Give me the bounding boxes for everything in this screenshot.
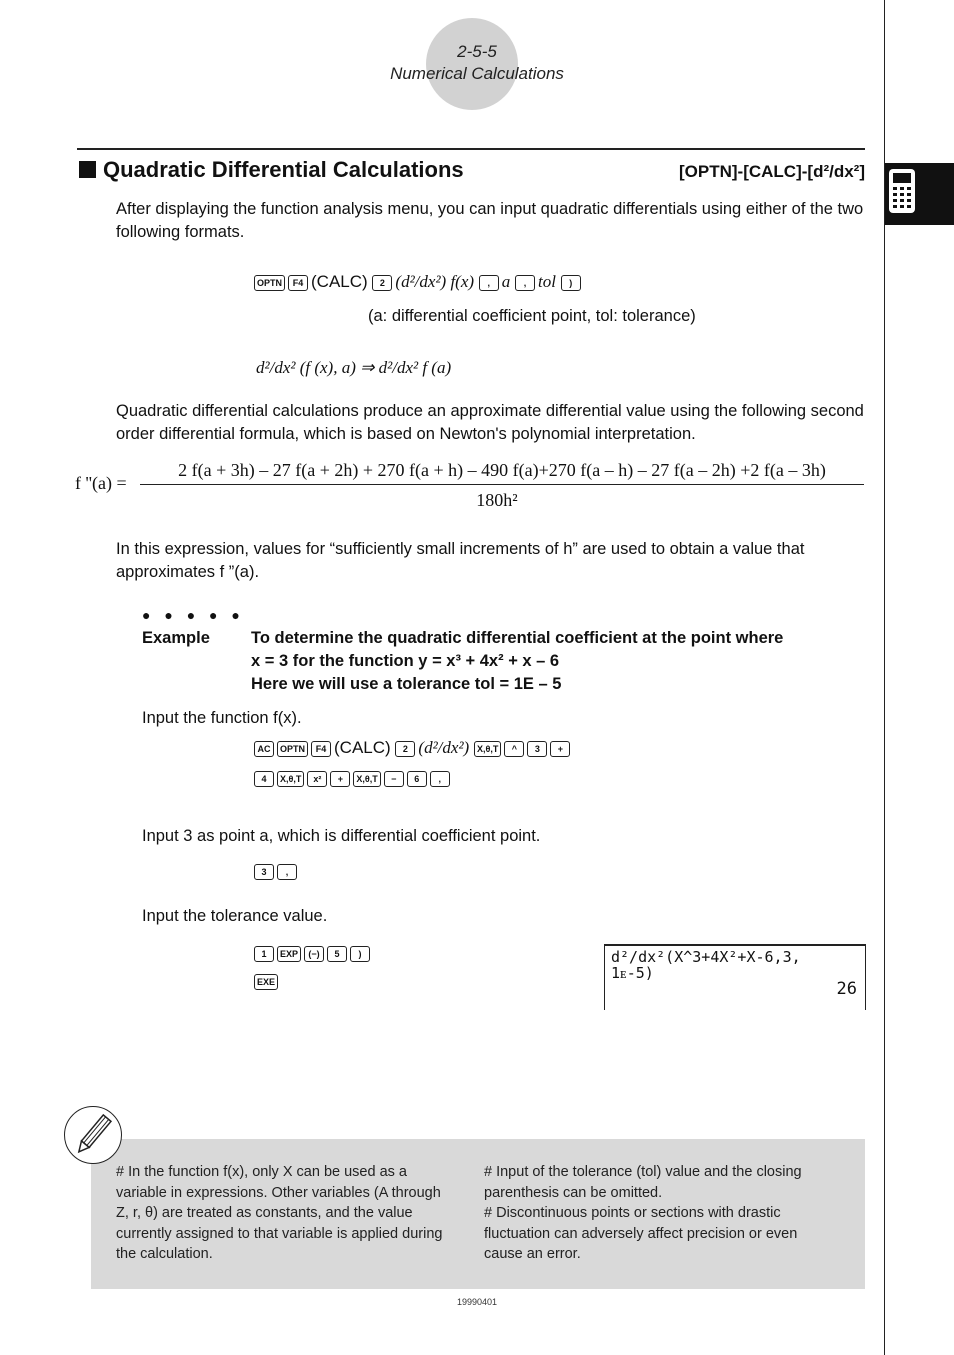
key-6: 6: [407, 771, 427, 787]
key-3: 3: [254, 864, 274, 880]
note-right-1: # Input of the tolerance (tol) value and the closing parenthesis can be omitted.: [484, 1164, 802, 1201]
syntax-legend: (a: differential coefficient point, tol: tolerance): [368, 307, 696, 325]
page-number: 2-5-5: [457, 42, 497, 61]
chapter-tab: [885, 163, 954, 225]
explanation-text: In this expression, values for “sufficiently small increments of h” are used to obtain a value that approximates f ”(a).: [116, 540, 805, 581]
step-3-text: Input the tolerance value.: [142, 907, 328, 925]
formula-lhs: f ''(a) =: [75, 473, 127, 493]
exp-key: EXP: [277, 946, 301, 962]
xtheta-key: X,θ,T: [353, 771, 380, 787]
calculator-screen: [604, 944, 866, 1010]
key-3: 3: [527, 741, 547, 757]
screen-line-2: 1ᴇ-5): [611, 964, 654, 982]
example-dots: ● ● ● ● ●: [142, 607, 245, 623]
comma-key-2: ,: [515, 275, 535, 291]
plus-key: +: [330, 771, 350, 787]
key-5: 5: [327, 946, 347, 962]
calculator-icon: [885, 163, 954, 225]
comma-key: ,: [479, 275, 499, 291]
screen-result: 26: [836, 979, 857, 999]
optn-key: OPTN: [254, 275, 285, 291]
intro-text: After displaying the function analysis menu, you can input quadratic differentials using either of the two following formats.: [116, 200, 864, 241]
note-right-2: # Discontinuous points or sections with drastic fluctuation can adversely affect precision or even cause an error.: [484, 1205, 798, 1262]
close-paren-key: ): [561, 275, 581, 291]
calc-label: (CALC): [334, 738, 391, 757]
derivative-formula: d²/dx² (f (x), a) ⇒ d²/dx² f (a): [256, 358, 452, 377]
description-text: Quadratic differential calculations produce an approximate differential value using the following second order differential formula, which is based on Newton's polynomial interpretation.: [116, 402, 864, 443]
menu-path: [OPTN]-[CALC]-[d²/dx²]: [679, 162, 865, 181]
key-2: 2: [395, 741, 415, 757]
key-1: 1: [254, 946, 274, 962]
note-icon: [64, 1106, 122, 1164]
point-key-row: [254, 861, 300, 881]
negative-key: (−): [304, 946, 324, 962]
caret-key: ^: [504, 741, 524, 757]
section-header: Numerical Calculations: [390, 64, 564, 83]
optn-key: OPTN: [277, 741, 308, 757]
pencil-icon: [65, 1107, 121, 1163]
ac-key: AC: [254, 741, 274, 757]
exe-key-row: [254, 971, 281, 991]
x-squared-key: x²: [307, 771, 327, 787]
step-2-text: Input 3 as point a, which is differential coefficient point.: [142, 827, 541, 845]
comma-key: ,: [277, 864, 297, 880]
note-left: # In the function f(x), only X can be used as a variable in expressions. Other variables (A through Z, r, θ) are treated as constants, and the value currently assigned to that variable is applied during the calculation.: [116, 1164, 443, 1262]
comma-key: ,: [430, 771, 450, 787]
syntax-key-sequence: OPTN F4 (CALC) 2 (d²/dx²) f(x) , a , tol ): [254, 272, 584, 292]
formula-denominator: 180h²: [476, 490, 518, 510]
footer-code: 19990401: [456, 1297, 498, 1307]
screen-line-1: d²/dx²(X^3+4X²+X-6,3,: [611, 948, 801, 966]
example-line-2: x = 3 for the function y = x³ + 4x² + x – 6: [251, 652, 560, 670]
step-1-text: Input the function f(x).: [142, 709, 302, 727]
tolerance-key-row: [254, 943, 373, 963]
syntax-args: (d²/dx²) f(x): [395, 272, 475, 291]
close-paren-key: ): [350, 946, 370, 962]
key-2: 2: [372, 275, 392, 291]
function-key-row-2: [254, 768, 453, 788]
f4-key: F4: [288, 275, 308, 291]
formula-numerator: 2 f(a + 3h) – 27 f(a + 2h) + 270 f(a + h) – 490 f(a)+270 f(a – h) – 27 f(a – 2h) +2 f(a – 3h): [140, 460, 864, 485]
f4-key: F4: [311, 741, 331, 757]
example-line-3: Here we will use a tolerance tol = 1E – 5: [251, 675, 562, 693]
exe-key: EXE: [254, 974, 278, 990]
plus-key: +: [550, 741, 570, 757]
xtheta-key: X,θ,T: [474, 741, 501, 757]
title-rule: [77, 148, 865, 150]
example-line-1: To determine the quadratic differential coefficient at the point where: [251, 629, 784, 647]
key-4: 4: [254, 771, 274, 787]
page-title: Quadratic Differential Calculations: [103, 157, 464, 182]
example-label: Example: [142, 629, 210, 647]
xtheta-key: X,θ,T: [277, 771, 304, 787]
title-bullet: [79, 161, 96, 178]
function-key-row-1: AC OPTN F4 (CALC) 2 (d²/dx²) X,θ,T ^ 3 +: [254, 738, 573, 758]
calc-label: (CALC): [311, 272, 368, 291]
minus-key: −: [384, 771, 404, 787]
